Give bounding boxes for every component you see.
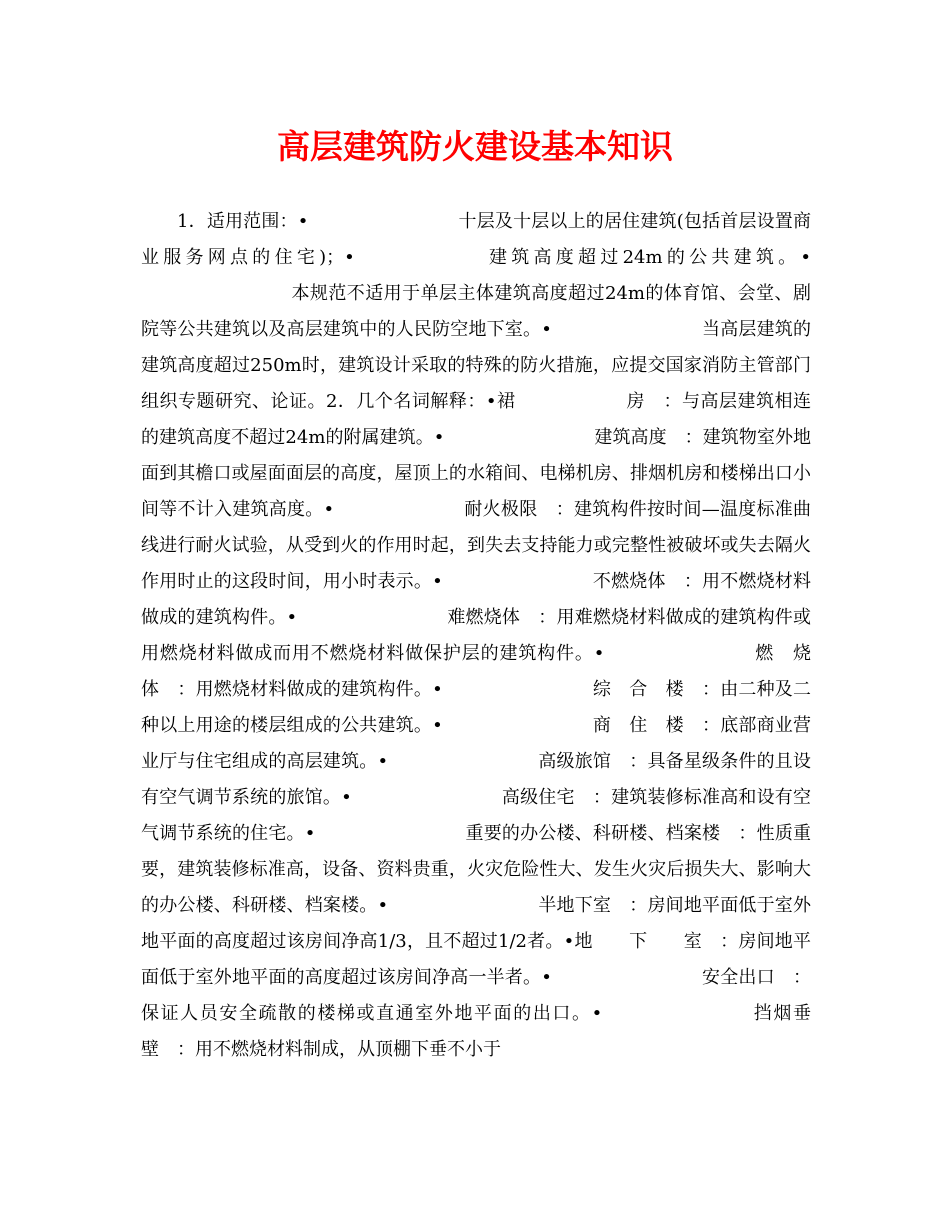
- text-segment: 建筑高度 ：建筑物室外地面到其檐口或屋面面层的高度，屋顶上的水箱间、电梯机房、排烟机房和楼梯出口小间等不计入建筑高度。•: [141, 427, 811, 520]
- text-segment: 裙 房 ：与高层建筑相连的建筑高度不超过24m的附属建筑。•: [141, 391, 811, 448]
- text-segment: 十层及十层以上的居住建筑(包括首层设置商业服务网点的住宅)；•: [141, 211, 811, 268]
- text-segment: 耐火极限 ：建筑构件按时间—温度标准曲线进行耐火试验，从受到火的作用时起，到失去支持能力或完整性被破坏或失去隔火作用时止的这段时间，用小时表示。•: [141, 499, 812, 592]
- text-segment: 燃 烧 体 ：用燃烧材料做成的建筑构件。•: [141, 643, 830, 700]
- text-segment: 当高层建筑的建筑高度超过250m时，建筑设计采取的特殊的防火措施，应提交国家消防主管部门组织专题研究、论证。2．几个名词解释：•: [141, 319, 811, 412]
- text-segment: 高级住宅 ：建筑装修标准高和设有空气调节系统的住宅。•: [141, 787, 811, 844]
- text-segment: 难燃烧体 ：用难燃烧材料做成的建筑构件或用燃烧材料做成而用不燃烧材料做保护层的建筑构件。•: [141, 607, 811, 664]
- document-title: 高层建筑防火建设基本知识: [277, 127, 673, 166]
- document-body: [141, 204, 830, 1068]
- text-segment: 重要的办公楼、科研楼、档案楼 ：性质重要，建筑装修标准高，设备、资料贵重，火灾危险性大、发生火灾后损失大、影响大的办公楼、科研楼、档案楼。•: [141, 823, 812, 916]
- text-segment: 不燃烧体 ：用不燃烧材料做成的建筑构件。•: [141, 571, 811, 628]
- text-segment: 综 合 楼 ：由二种及二种以上用途的楼层组成的公共建筑。•: [141, 679, 811, 736]
- text-segment: 1．适用范围：•: [177, 211, 309, 232]
- text-segment: 建筑高度超过24m的公共建筑。•: [484, 247, 812, 268]
- text-segment: 高级旅馆 ：具备星级条件的且设有空气调节系统的旅馆。•: [141, 751, 812, 808]
- text-segment: 商 住 楼 ：底部商业营业厅与住宅组成的高层建筑。•: [141, 715, 811, 772]
- text-segment: 安全出口 ：保证人员安全疏散的楼梯或直通室外地平面的出口。•: [141, 967, 811, 1024]
- text-segment: 本规范不适用于单层主体建筑高度超过24m的体育馆、会堂、剧院等公共建筑以及高层建筑中的人民防空地下室。•: [141, 283, 811, 340]
- text-segment: 半地下室 ：房间地平面低于室外地平面的高度超过该房间净高1/3，且不超过1/2者。•: [141, 895, 812, 952]
- text-segment: 挡烟垂壁 ：用不燃烧材料制成，从顶棚下垂不小于: [141, 1003, 811, 1060]
- text-segment: 地 下 室 ：房间地平面低于室外地平面的高度超过该房间净高一半者。•: [141, 931, 811, 988]
